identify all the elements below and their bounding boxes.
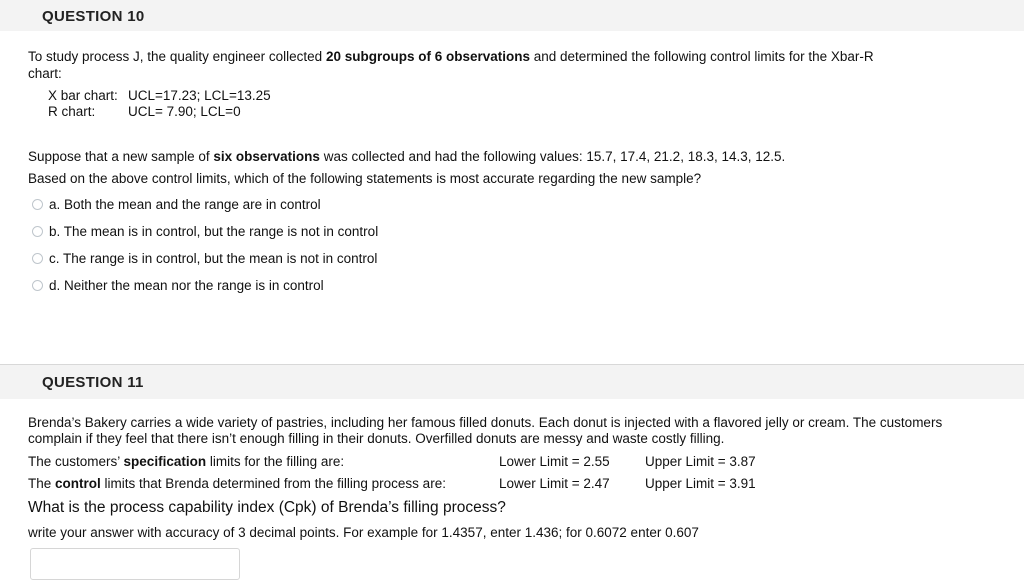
q11-ctrl-pre: The — [28, 476, 52, 491]
control-upper-limit: Upper Limit = 3.91 — [645, 476, 756, 491]
q10-sample-bold: six observations — [213, 149, 320, 164]
q10-sample-text — [28, 149, 785, 164]
q11-ctrl-bold: control — [55, 476, 101, 491]
q10-sample-pre: Suppose that a new sample of — [28, 149, 210, 164]
option-b-label[interactable]: b. The mean is in control, but the range is not in control — [49, 224, 379, 239]
option-c-label[interactable]: c. The range is in control, but the mean is not in control — [49, 251, 378, 266]
option-c-radio[interactable] — [32, 253, 43, 264]
q11-ctrl-post: limits that Brenda determined from the filling process are: — [104, 476, 446, 491]
q10-intro-post: and determined the following control limits for the Xbar-R — [533, 49, 874, 64]
q11-instruction: write your answer with accuracy of 3 decimal points. For example for 1.4357, enter 1.436; for 0.6072 enter 0.607 — [28, 525, 699, 540]
q10-sample-post: was collected and had the following values: 15.7, 17.4, 21.2, 18.3, 14.3, 12.5. — [323, 149, 786, 164]
q10-intro-pre: To study process J, the quality engineer collected — [28, 49, 323, 64]
option-d-radio[interactable] — [32, 280, 43, 291]
xbar-chart-limits: UCL=17.23; LCL=13.25 — [128, 88, 271, 103]
q11-spec-pre: The customers’ — [28, 454, 120, 469]
question-11-title: QUESTION 11 — [42, 374, 144, 391]
question-10-title: QUESTION 10 — [42, 8, 145, 25]
q11-spec-text — [28, 454, 344, 469]
control-lower-limit: Lower Limit = 2.47 — [499, 476, 610, 491]
spec-upper-limit: Upper Limit = 3.87 — [645, 454, 756, 469]
q11-paragraph: Brenda’s Bakery carries a wide variety of pastries, including her famous filled donuts. Each donut is injected with a flavored jelly or cream. The customers complain if they feel that there isn’t enough filling in their donuts. Overfilled donuts are messy and waste costly filling. — [28, 415, 943, 446]
q11-spec-bold: specification — [123, 454, 207, 469]
option-b-radio[interactable] — [32, 226, 43, 237]
xbar-chart-label: X bar chart: — [48, 88, 118, 103]
question-11-header — [0, 364, 1024, 399]
r-chart-limits: UCL= 7.90; LCL=0 — [128, 104, 241, 119]
option-a-label[interactable]: a. Both the mean and the range are in control — [49, 197, 321, 212]
r-chart-label: R chart: — [48, 104, 96, 119]
option-a-radio[interactable] — [32, 199, 43, 210]
answer-input[interactable] — [30, 548, 240, 580]
question-10-header — [0, 0, 1024, 31]
q10-prompt: Based on the above control limits, which of the following statements is most accurate regarding the new sample? — [28, 171, 702, 186]
q10-intro-line1 — [28, 49, 874, 64]
q10-intro-bold: 20 subgroups of 6 observations — [325, 49, 530, 64]
spec-lower-limit: Lower Limit = 2.55 — [499, 454, 610, 469]
q11-control-text — [28, 476, 446, 491]
q11-question: What is the process capability index (Cpk) of Brenda’s filling process? — [28, 499, 506, 516]
q11-spec-post: limits for the filling are: — [209, 454, 345, 469]
option-d-label[interactable]: d. Neither the mean nor the range is in control — [49, 278, 324, 293]
q10-intro-line2: chart: — [28, 66, 62, 81]
